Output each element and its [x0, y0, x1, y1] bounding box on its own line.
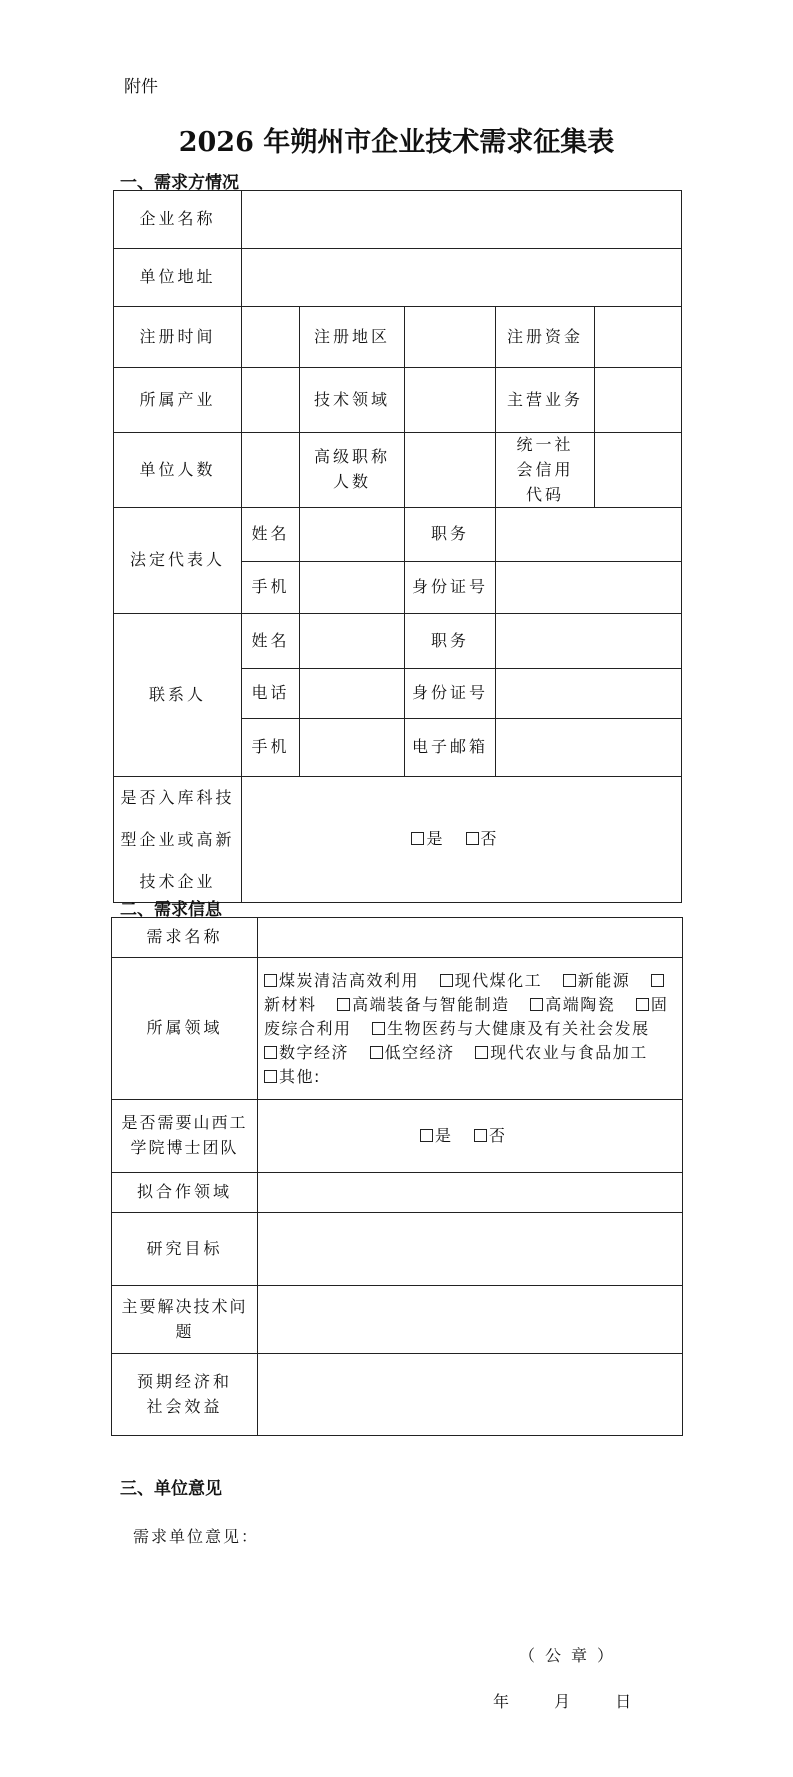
- contact-person-label: 联系人: [114, 614, 242, 777]
- contact-position-field[interactable]: [496, 614, 682, 669]
- phd-answer: [258, 1100, 683, 1173]
- phd-question-label: 是否需要山西工学院博士团队: [112, 1100, 258, 1173]
- date-line: [493, 1689, 671, 1712]
- research-goal-field[interactable]: [258, 1213, 683, 1286]
- coop-field-field[interactable]: [258, 1173, 683, 1213]
- phd-yes-option[interactable]: 是: [420, 1126, 454, 1145]
- reg-capital-label: 注册资金: [496, 307, 595, 368]
- domain-option-label: 低空经济: [384, 1042, 455, 1062]
- address-field[interactable]: [242, 249, 682, 307]
- domain-option-label: 新能源: [577, 970, 631, 990]
- hitech-answer: [242, 777, 682, 903]
- checkbox-icon[interactable]: [474, 1129, 487, 1142]
- domain-option[interactable]: [372, 1019, 650, 1038]
- checkbox-icon[interactable]: [370, 1046, 383, 1059]
- checkbox-icon[interactable]: [420, 1129, 433, 1142]
- contact-position-label: 职务: [405, 614, 496, 669]
- reg-region-label: 注册地区: [300, 307, 405, 368]
- date-month: 月: [554, 1692, 571, 1711]
- domain-option-label: 其他:: [279, 1066, 321, 1086]
- credit-code-label: 统一社会信用代码: [496, 433, 595, 508]
- legal-rep-position-field[interactable]: [496, 508, 682, 562]
- contact-email-label: 电子邮箱: [405, 719, 496, 777]
- domain-option[interactable]: [264, 1067, 321, 1086]
- domain-option-label: 高端装备与智能制造: [352, 994, 510, 1014]
- reg-capital-field[interactable]: [595, 307, 682, 368]
- attachment-label: 附件: [124, 77, 158, 97]
- contact-id-field[interactable]: [496, 669, 682, 719]
- contact-id-label: 身份证号: [405, 669, 496, 719]
- domain-option-label: 现代农业与食品加工: [490, 1042, 648, 1062]
- hitech-no-option[interactable]: 否: [466, 829, 500, 848]
- reg-region-field[interactable]: [405, 307, 496, 368]
- main-business-field[interactable]: [595, 368, 682, 433]
- industry-label: 所属产业: [114, 368, 242, 433]
- legal-rep-id-field[interactable]: [496, 562, 682, 614]
- coop-field-label: 拟合作领域: [112, 1173, 258, 1213]
- domain-option[interactable]: [370, 1043, 455, 1062]
- domain-label: 所属领域: [112, 958, 258, 1100]
- hitech-yes-option[interactable]: 是: [411, 829, 445, 848]
- legal-rep-id-label: 身份证号: [405, 562, 496, 614]
- checkbox-icon[interactable]: [264, 1070, 277, 1083]
- reg-time-label: 注册时间: [114, 307, 242, 368]
- research-goal-label: 研究目标: [112, 1213, 258, 1286]
- domain-option[interactable]: [337, 995, 510, 1014]
- hitech-question-label: 是否入库科技型企业或高新技术企业: [114, 777, 242, 903]
- company-name-field[interactable]: [242, 191, 682, 249]
- main-business-label: 主营业务: [496, 368, 595, 433]
- credit-code-field[interactable]: [595, 433, 682, 508]
- domain-options: [258, 958, 683, 1100]
- domain-option[interactable]: [264, 1043, 349, 1062]
- senior-title-count-field[interactable]: [405, 433, 496, 508]
- domain-option[interactable]: [475, 1043, 648, 1062]
- checkbox-icon[interactable]: [337, 998, 350, 1011]
- checkbox-icon[interactable]: [372, 1022, 385, 1035]
- form-title: 2026 年朔州市企业技术需求征集表: [178, 127, 615, 158]
- checkbox-icon[interactable]: [466, 832, 479, 845]
- requester-info-table: [113, 190, 682, 903]
- reg-time-field[interactable]: [242, 307, 300, 368]
- contact-mobile-field[interactable]: [300, 719, 405, 777]
- checkbox-icon[interactable]: [440, 974, 453, 987]
- contact-phone-field[interactable]: [300, 669, 405, 719]
- checkbox-icon[interactable]: [636, 998, 649, 1011]
- checkbox-icon[interactable]: [563, 974, 576, 987]
- contact-phone-label: 电话: [242, 669, 300, 719]
- senior-title-count-label: 高级职称人数: [300, 433, 405, 508]
- tech-field-field[interactable]: [405, 368, 496, 433]
- domain-option-label: 新材料: [264, 994, 317, 1014]
- legal-rep-mobile-field[interactable]: [300, 562, 405, 614]
- contact-mobile-label: 手机: [242, 719, 300, 777]
- expected-benefit-label: 预期经济和社会效益: [112, 1354, 258, 1436]
- demand-name-label: 需求名称: [112, 918, 258, 958]
- domain-option-label: 高端陶瓷: [545, 994, 616, 1014]
- checkbox-icon[interactable]: [264, 1046, 277, 1059]
- domain-option[interactable]: [530, 995, 615, 1014]
- checkbox-icon[interactable]: [530, 998, 543, 1011]
- main-problem-label: 主要解决技术问题: [112, 1286, 258, 1354]
- legal-rep-mobile-label: 手机: [242, 562, 300, 614]
- official-seal-label: （公章）: [519, 1646, 624, 1665]
- contact-name-label: 姓名: [242, 614, 300, 669]
- legal-rep-label: 法定代表人: [114, 508, 242, 614]
- staff-count-label: 单位人数: [114, 433, 242, 508]
- domain-option[interactable]: [440, 971, 543, 990]
- address-label: 单位地址: [114, 249, 242, 307]
- domain-option[interactable]: [264, 971, 419, 990]
- domain-option-label: 生物医药与大健康及有关社会发展: [387, 1018, 650, 1038]
- date-year: 年: [493, 1692, 510, 1711]
- legal-rep-position-label: 职务: [405, 508, 496, 562]
- phd-no-option[interactable]: 否: [474, 1126, 508, 1145]
- section2-heading: 二、需求信息: [120, 900, 222, 920]
- company-name-label: 企业名称: [114, 191, 242, 249]
- demand-name-field[interactable]: [258, 918, 683, 958]
- checkbox-icon[interactable]: [411, 832, 424, 845]
- domain-option-label: 数字经济: [279, 1042, 350, 1062]
- section3-heading: 三、单位意见: [120, 1479, 222, 1499]
- date-day: 日: [615, 1692, 632, 1711]
- checkbox-icon[interactable]: [264, 974, 277, 987]
- checkbox-icon[interactable]: [475, 1046, 488, 1059]
- checkbox-icon[interactable]: [651, 974, 664, 987]
- tech-field-label: 技术领域: [300, 368, 405, 433]
- domain-option-label: 煤炭清洁高效利用: [279, 970, 420, 990]
- opinion-label: 需求单位意见：: [133, 1527, 260, 1546]
- domain-option-label: 固废综合利用: [264, 994, 669, 1038]
- section1-heading: 一、需求方情况: [120, 173, 239, 193]
- contact-email-field[interactable]: [496, 719, 682, 777]
- main-problem-field[interactable]: [258, 1286, 683, 1354]
- legal-rep-name-label: 姓名: [242, 508, 300, 562]
- legal-rep-name-field[interactable]: [300, 508, 405, 562]
- demand-info-table: [111, 917, 683, 1436]
- staff-count-field[interactable]: [242, 433, 300, 508]
- domain-option[interactable]: [563, 971, 631, 990]
- industry-field[interactable]: [242, 368, 300, 433]
- contact-name-field[interactable]: [300, 614, 405, 669]
- expected-benefit-field[interactable]: [258, 1354, 683, 1436]
- domain-option-label: 现代煤化工: [454, 970, 543, 990]
